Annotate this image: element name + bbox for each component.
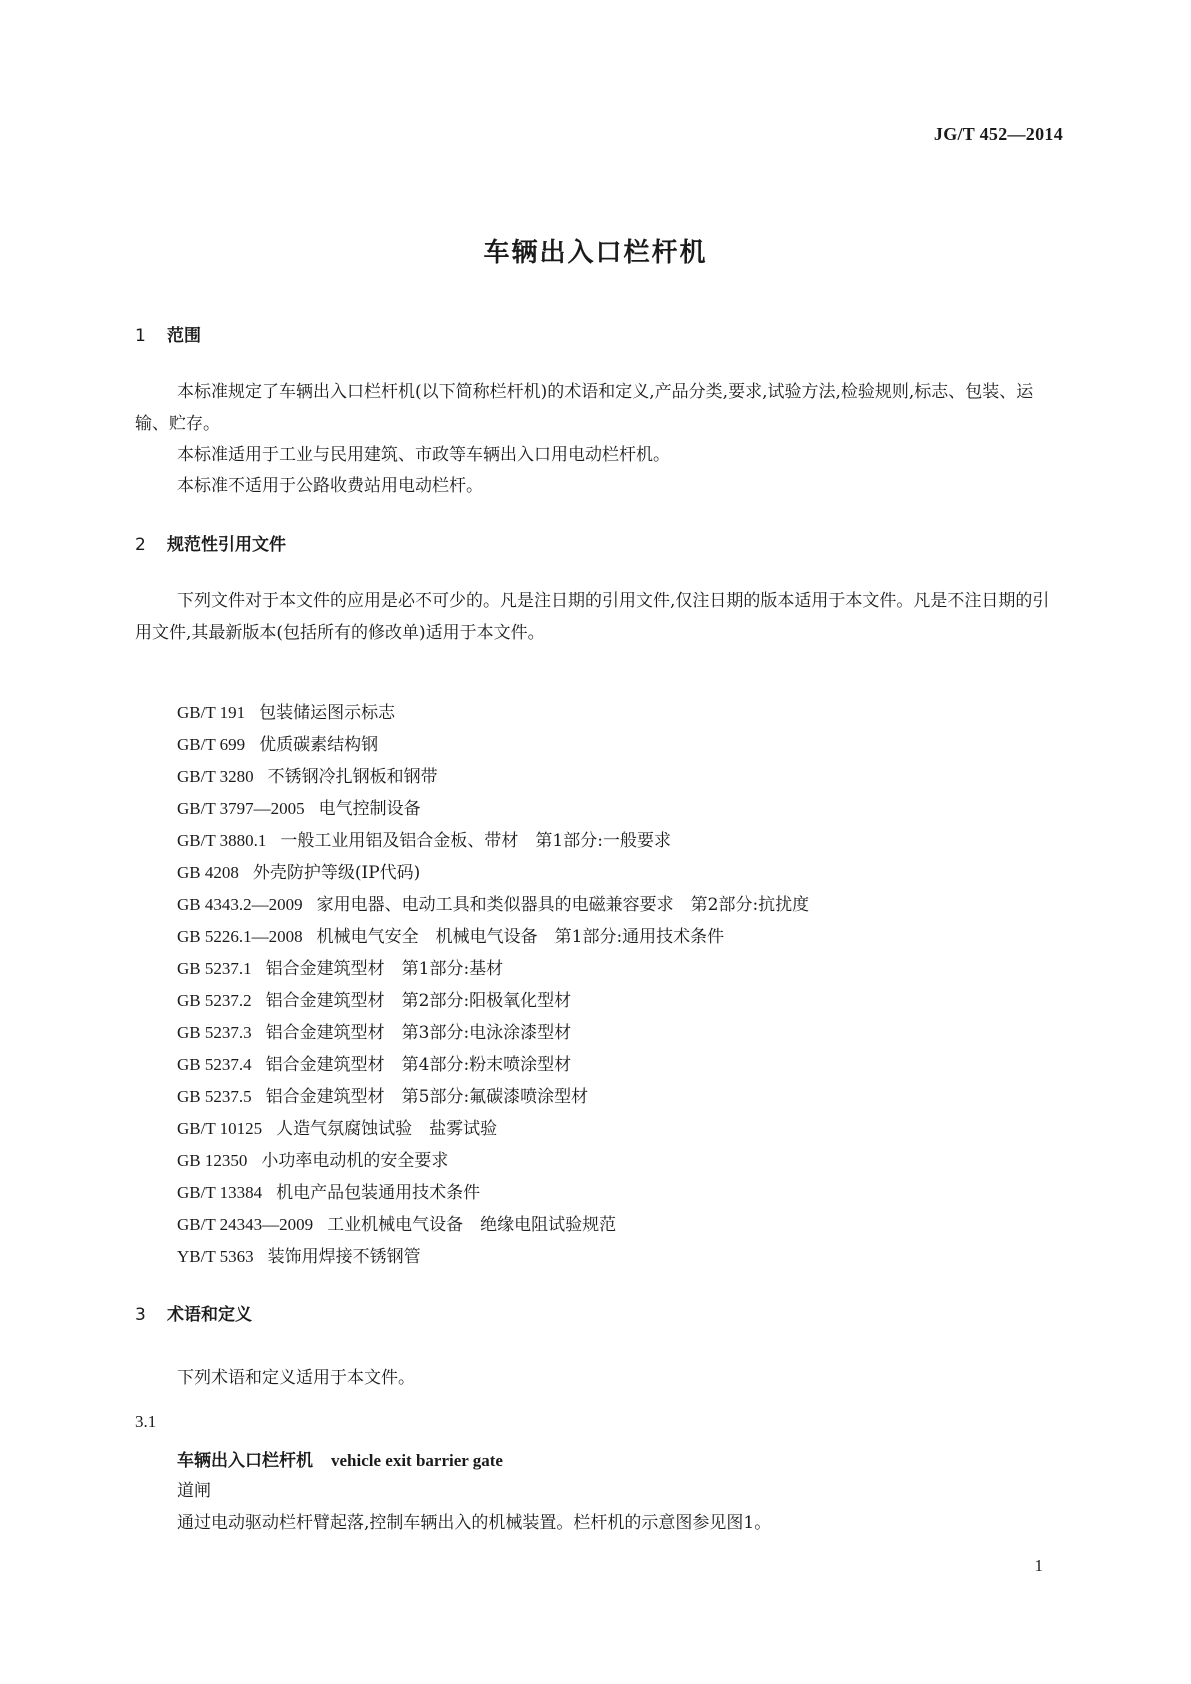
reference-code: GB 4343.2—2009	[177, 895, 303, 914]
reference-item	[177, 985, 809, 1017]
reference-code: YB/T 5363	[177, 1247, 254, 1266]
section-title: 术语和定义	[167, 1305, 252, 1325]
reference-item	[177, 1081, 809, 1113]
reference-item	[177, 1177, 809, 1209]
reference-item	[177, 697, 809, 729]
reference-title: 机械电气安全 机械电气设备 第1部分:通用技术条件	[316, 927, 725, 947]
reference-title: 家用电器、电动工具和类似器具的电磁兼容要求 第2部分:抗扰度	[316, 895, 810, 915]
reference-item	[177, 825, 809, 857]
page-number: 1	[1034, 1556, 1043, 1575]
section-number: 1	[135, 326, 146, 346]
document-title: 车辆出入口栏杆机	[483, 238, 708, 268]
reference-code: GB/T 191	[177, 703, 246, 722]
reference-item	[177, 889, 809, 921]
section-number: 3	[135, 1305, 146, 1325]
reference-title: 铝合金建筑型材 第3部分:电泳涂漆型材	[265, 1023, 572, 1043]
reference-title: 铝合金建筑型材 第4部分:粉末喷涂型材	[265, 1055, 572, 1075]
section-3-heading	[135, 1300, 252, 1325]
reference-title: 小功率电动机的安全要求	[261, 1151, 449, 1171]
reference-item	[177, 1241, 809, 1273]
reference-code: GB/T 13384	[177, 1183, 263, 1202]
clause-number: 3.1	[135, 1412, 157, 1431]
reference-code: GB/T 3880.1	[177, 831, 267, 850]
reference-title: 一般工业用铝及铝合金板、带材 第1部分:一般要求	[280, 831, 671, 851]
reference-item	[177, 1145, 809, 1177]
reference-code: GB/T 3280	[177, 767, 254, 786]
reference-title: 外壳防护等级(IP代码)	[252, 863, 421, 883]
term-alias: 道闸	[177, 1481, 211, 1501]
reference-code: GB 5237.2	[177, 991, 252, 1010]
reference-item	[177, 761, 809, 793]
section-1-paragraph-2: 本标准适用于工业与民用建筑、市政等车辆出入口用电动栏杆机。	[177, 445, 670, 465]
section-3-intro: 下列术语和定义适用于本文件。	[177, 1368, 415, 1388]
term-english: vehicle exit barrier gate	[331, 1451, 503, 1470]
reference-code: GB/T 10125	[177, 1119, 263, 1138]
reference-code: GB 5226.1—2008	[177, 927, 303, 946]
reference-code: GB/T 699	[177, 735, 246, 754]
reference-title: 机电产品包装通用技术条件	[276, 1183, 481, 1203]
reference-item	[177, 1049, 809, 1081]
reference-item	[177, 729, 809, 761]
reference-item	[177, 857, 809, 889]
reference-item	[177, 1113, 809, 1145]
reference-code: GB 5237.5	[177, 1087, 252, 1106]
reference-title: 电气控制设备	[318, 799, 421, 819]
reference-item	[177, 921, 809, 953]
reference-code: GB 12350	[177, 1151, 248, 1170]
term-definition: 通过电动驱动栏杆臂起落,控制车辆出入的机械装置。栏杆机的示意图参见图1。	[177, 1513, 772, 1533]
section-title: 规范性引用文件	[167, 535, 286, 555]
reference-title: 铝合金建筑型材 第1部分:基材	[265, 959, 504, 979]
reference-title: 优质碳素结构钢	[259, 735, 379, 755]
reference-title: 人造气氛腐蚀试验 盐雾试验	[276, 1119, 498, 1139]
reference-title: 装饰用焊接不锈钢管	[267, 1247, 421, 1267]
term-heading	[177, 1446, 503, 1471]
reference-title: 工业机械电气设备 绝缘电阻试验规范	[327, 1215, 617, 1235]
reference-code: GB 5237.1	[177, 959, 252, 978]
reference-code: GB 5237.3	[177, 1023, 252, 1042]
section-1-paragraph-3: 本标准不适用于公路收费站用电动栏杆。	[177, 476, 483, 496]
reference-code: GB 4208	[177, 863, 239, 882]
reference-code: GB 5237.4	[177, 1055, 252, 1074]
section-2-heading	[135, 530, 286, 555]
reference-code: GB/T 24343—2009	[177, 1215, 314, 1234]
reference-item	[177, 793, 809, 825]
reference-item	[177, 953, 809, 985]
reference-item	[177, 1209, 809, 1241]
reference-code: GB/T 3797—2005	[177, 799, 305, 818]
reference-title: 铝合金建筑型材 第5部分:氟碳漆喷涂型材	[265, 1087, 589, 1107]
section-number: 2	[135, 535, 146, 555]
standard-code: JG/T 452—2014	[933, 124, 1063, 144]
section-title: 范围	[167, 326, 201, 346]
section-1-paragraph-1: 本标准规定了车辆出入口栏杆机(以下简称栏杆机)的术语和定义,产品分类,要求,试验方法,检验规则,标志、包装、运输、贮存。	[135, 382, 1034, 434]
section-1-heading	[135, 321, 201, 346]
term-chinese: 车辆出入口栏杆机	[177, 1451, 313, 1471]
reference-title: 铝合金建筑型材 第2部分:阳极氧化型材	[265, 991, 572, 1011]
section-2-intro: 下列文件对于本文件的应用是必不可少的。凡是注日期的引用文件,仅注日期的版本适用于本文件。凡是不注日期的引用文件,其最新版本(包括所有的修改单)适用于本文件。	[135, 591, 1050, 643]
normative-references-list	[177, 697, 809, 1273]
reference-item	[177, 1017, 809, 1049]
reference-title: 不锈钢冷扎钢板和钢带	[267, 767, 438, 787]
reference-title: 包装储运图示标志	[259, 703, 396, 723]
